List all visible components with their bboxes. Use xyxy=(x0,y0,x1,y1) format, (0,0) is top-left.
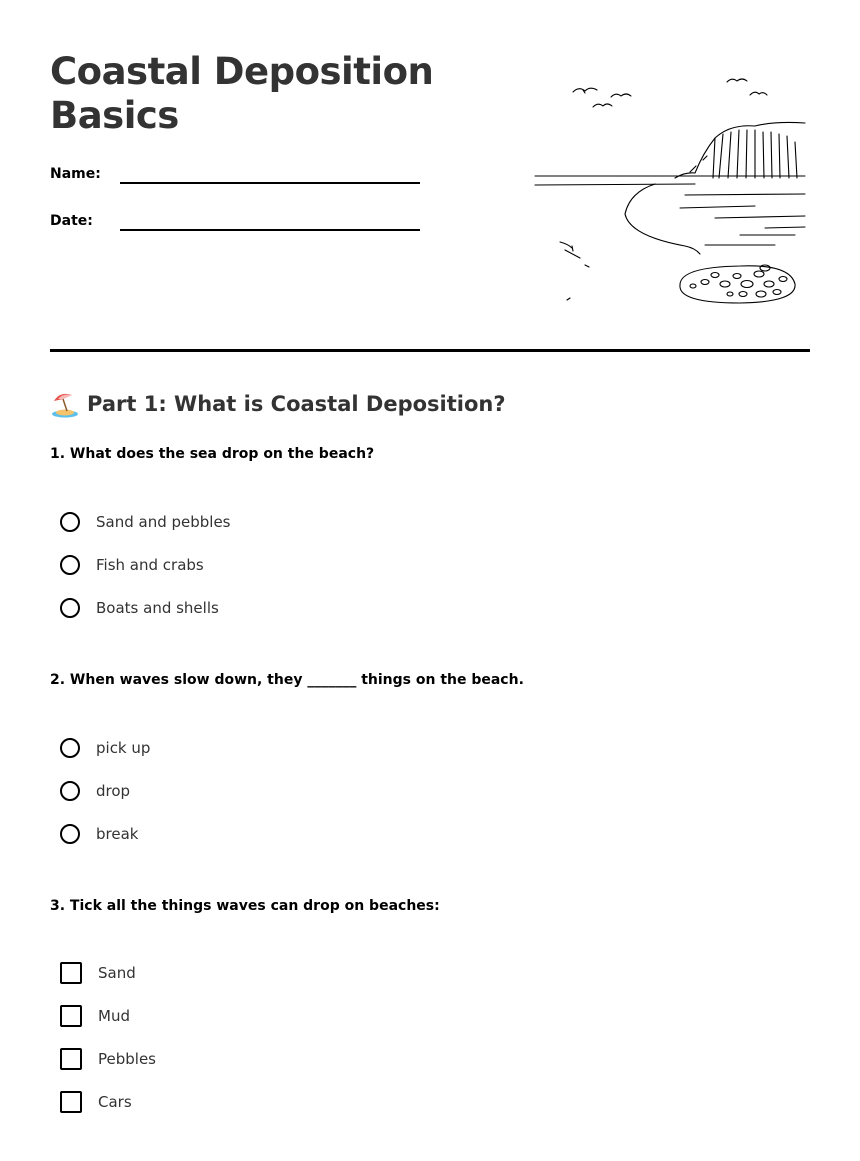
section-heading-text: Part 1: What is Coastal Deposition? xyxy=(87,392,506,416)
question-2-text: 2. When waves slow down, they _______ things on the beach. xyxy=(50,672,524,688)
date-field[interactable] xyxy=(50,213,420,237)
question-3-text: 3. Tick all the things waves can drop on beaches: xyxy=(50,898,440,914)
radio-button[interactable] xyxy=(60,598,80,618)
option-label: Sand and pebbles xyxy=(96,513,231,531)
option-label: Pebbles xyxy=(98,1050,156,1068)
question-2-option-2[interactable] xyxy=(60,778,130,804)
checkbox[interactable] xyxy=(60,962,82,984)
worksheet-title: Coastal Deposition Basics xyxy=(50,50,434,137)
question-3-option-3[interactable] xyxy=(60,1046,156,1072)
question-3-option-1[interactable] xyxy=(60,960,136,986)
question-3-option-4[interactable] xyxy=(60,1089,132,1115)
question-1-option-3[interactable] xyxy=(60,595,219,621)
option-label: Sand xyxy=(98,964,136,982)
option-label: Boats and shells xyxy=(96,599,219,617)
option-label: pick up xyxy=(96,739,151,757)
beach-umbrella-icon xyxy=(50,389,80,419)
date-label: Date: xyxy=(50,213,93,229)
section-divider xyxy=(50,349,810,352)
checkbox[interactable] xyxy=(60,1048,82,1070)
name-field[interactable] xyxy=(50,166,420,190)
radio-button[interactable] xyxy=(60,781,80,801)
name-line[interactable] xyxy=(120,182,420,184)
section-heading xyxy=(50,389,506,419)
question-2-option-1[interactable] xyxy=(60,735,150,761)
question-2-option-3[interactable] xyxy=(60,821,138,847)
option-label: Fish and crabs xyxy=(96,556,204,574)
date-line[interactable] xyxy=(120,229,420,231)
checkbox[interactable] xyxy=(60,1091,82,1113)
radio-button[interactable] xyxy=(60,738,80,758)
option-label: Cars xyxy=(98,1093,132,1111)
option-label: drop xyxy=(96,782,131,800)
option-label: Mud xyxy=(98,1007,130,1025)
name-label: Name: xyxy=(50,166,101,182)
question-3-option-2[interactable] xyxy=(60,1003,130,1029)
option-label: break xyxy=(96,825,139,843)
pebbles-icon xyxy=(680,265,795,303)
shoreline-icon xyxy=(535,176,805,300)
cliff-icon xyxy=(675,122,805,178)
radio-button[interactable] xyxy=(60,824,80,844)
question-1-option-1[interactable] xyxy=(60,509,231,535)
coast-illustration xyxy=(525,70,815,315)
question-1-option-2[interactable] xyxy=(60,552,204,578)
radio-button[interactable] xyxy=(60,512,80,532)
checkbox[interactable] xyxy=(60,1005,82,1027)
radio-button[interactable] xyxy=(60,555,80,575)
question-1-text: 1. What does the sea drop on the beach? xyxy=(50,446,375,462)
seagulls-icon xyxy=(573,79,767,107)
